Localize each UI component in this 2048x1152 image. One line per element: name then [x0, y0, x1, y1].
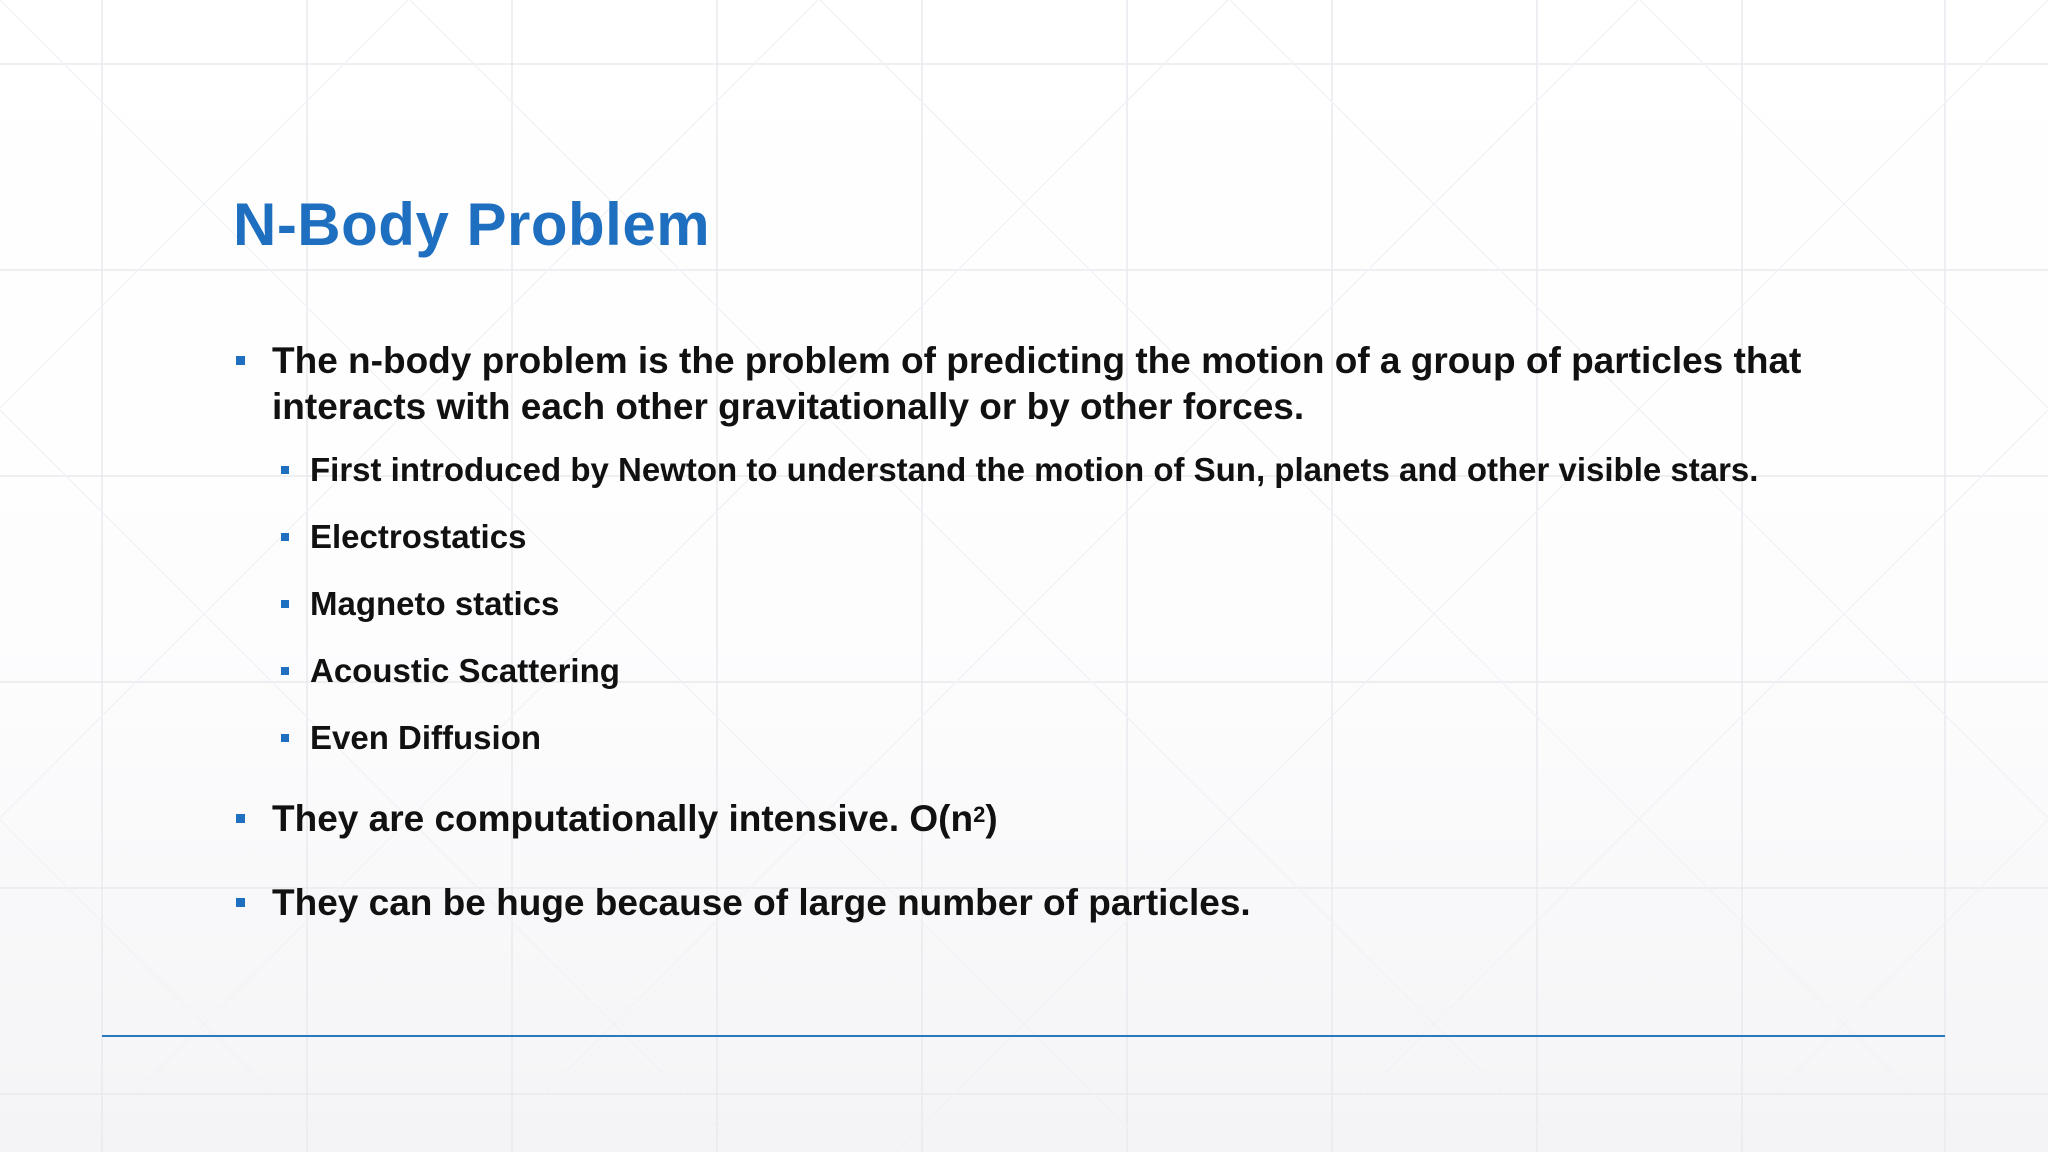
bullet-list — [233, 338, 1833, 926]
square-bullet-icon — [281, 667, 289, 675]
sub-bullet-item — [233, 651, 1833, 691]
sub-bullet-text: First introduced by Newton to understand the motion of Sun, planets and other visible stars. — [310, 451, 1759, 488]
sub-bullet-text: Even Diffusion — [310, 719, 542, 756]
square-bullet-icon — [236, 814, 245, 823]
bullet-item — [233, 880, 1833, 926]
bullet-item — [233, 796, 1833, 842]
bullet-item — [233, 338, 1833, 430]
bullet-text: They can be huge because of large number of particles. — [272, 882, 1251, 923]
slide-title: N-Body Problem — [233, 191, 711, 258]
superscript: 2 — [973, 802, 986, 827]
sub-bullet-item — [233, 718, 1833, 758]
square-bullet-icon — [236, 356, 245, 365]
square-bullet-icon — [281, 533, 289, 541]
square-bullet-icon — [236, 898, 245, 907]
footer-divider — [102, 1035, 1945, 1037]
sub-bullet-text: Acoustic Scattering — [310, 652, 620, 689]
sub-bullet-item — [233, 450, 1833, 490]
sub-bullet-item — [233, 584, 1833, 624]
bullet-text: The n-body problem is the problem of predicting the motion of a group of particles that interacts with each other gravitationally or by other forces. — [272, 340, 1802, 427]
sub-bullet-text: Electrostatics — [310, 518, 527, 555]
bullet-text: They are computationally intensive. O(n — [272, 798, 974, 839]
sub-bullet-text: Magneto statics — [310, 585, 560, 622]
sub-bullet-item — [233, 517, 1833, 557]
square-bullet-icon — [281, 734, 289, 742]
square-bullet-icon — [281, 600, 289, 608]
bullet-suffix: ) — [985, 798, 998, 839]
square-bullet-icon — [281, 466, 289, 474]
